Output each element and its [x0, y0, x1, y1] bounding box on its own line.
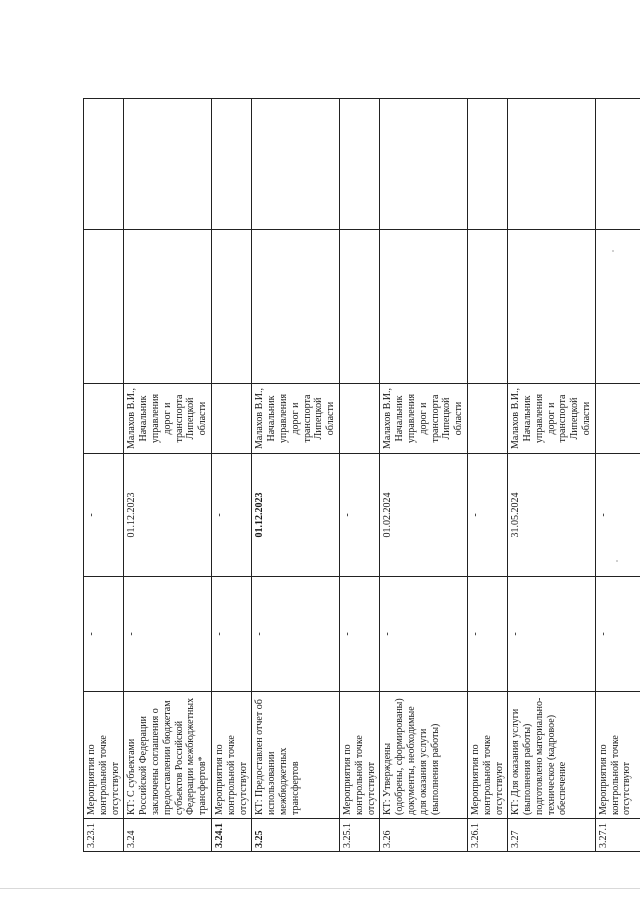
- table-row: [339, 99, 379, 852]
- table-row: [211, 99, 251, 852]
- row-responsible: [467, 384, 507, 454]
- row-date: 01.02.2024: [380, 454, 468, 577]
- row-extra2: [380, 99, 468, 230]
- row-col3: -: [252, 577, 340, 692]
- row-extra1: [595, 230, 640, 384]
- row-date: 01.12.2023: [124, 454, 212, 577]
- row-col3: -: [84, 577, 124, 692]
- row-date: -: [339, 454, 379, 577]
- row-col3: -: [508, 577, 596, 692]
- row-col3: -: [124, 577, 212, 692]
- row-col3: -: [339, 577, 379, 692]
- row-name: Мероприятия по контрольной точке отсутствуют: [339, 692, 379, 819]
- row-extra2: [508, 99, 596, 230]
- row-responsible: Малахов В.И., Начальник управления дорог и транспорта Липецкой области: [508, 384, 596, 454]
- row-extra1: [124, 230, 212, 384]
- table-row: [252, 99, 340, 852]
- row-extra2: [211, 99, 251, 230]
- row-responsible: Малахов В.И., Начальник управления дорог и транспорта Липецкой области: [252, 384, 340, 454]
- row-responsible: [595, 384, 640, 454]
- row-extra1: [339, 230, 379, 384]
- row-number: 3.24.1: [211, 819, 251, 852]
- row-number: 3.26: [380, 819, 468, 852]
- row-name: Мероприятия по контрольной точке отсутствуют: [211, 692, 251, 819]
- row-responsible: [84, 384, 124, 454]
- table-row: [467, 99, 507, 852]
- row-date: -: [211, 454, 251, 577]
- row-extra1: [508, 230, 596, 384]
- row-extra1: [84, 230, 124, 384]
- row-date: 31.05.2024: [508, 454, 596, 577]
- row-name: КТ: Утверждены (одобрены, сформированы) документы, необходимые для оказания услуги (выполнения работы): [380, 692, 468, 819]
- table-row: [508, 99, 596, 852]
- row-responsible: [339, 384, 379, 454]
- scan-artifact-dot: [616, 560, 618, 562]
- row-extra1: [252, 230, 340, 384]
- row-extra2: [124, 99, 212, 230]
- row-date: -: [595, 454, 640, 577]
- control-points-table: [83, 98, 640, 852]
- row-number: 3.27.1: [595, 819, 640, 852]
- row-extra2: [339, 99, 379, 230]
- row-date: -: [467, 454, 507, 577]
- row-name: КТ: Для оказания услуги (выполнения работы) подготовлено материально-техническое (кадровое) обеспечение: [508, 692, 596, 819]
- row-date: 01.12.2023: [252, 454, 340, 577]
- row-extra2: [84, 99, 124, 230]
- row-extra1: [211, 230, 251, 384]
- row-extra2: [595, 99, 640, 230]
- row-number: 3.25: [252, 819, 340, 852]
- row-name: Мероприятия по контрольной точке отсутствуют: [84, 692, 124, 819]
- scan-artifact-dot: [612, 250, 614, 252]
- table-row: [124, 99, 212, 852]
- row-name: КТ: Предоставлен отчет об использовании межбюджетных трансфертов: [252, 692, 340, 819]
- row-responsible: Малахов В.И., Начальник управления дорог и транспорта Липецкой области: [380, 384, 468, 454]
- row-name: Мероприятия по контрольной точке отсутствуют: [595, 692, 640, 819]
- row-name: КТ: С субъектами Российской Федерации заключены соглашения о предоставлении бюджетам субъектов Российской Федерации межбюджетных трансфертов*: [124, 692, 212, 819]
- table-row: [380, 99, 468, 852]
- row-col3: -: [380, 577, 468, 692]
- row-number: 3.26.1: [467, 819, 507, 852]
- scan-artifact-line: [0, 888, 640, 889]
- row-extra1: [467, 230, 507, 384]
- row-responsible: Малахов В.И., Начальник управления дорог и транспорта Липецкой области: [124, 384, 212, 454]
- row-number: 3.27: [508, 819, 596, 852]
- row-col3: -: [595, 577, 640, 692]
- row-number: 3.24: [124, 819, 212, 852]
- table-row: [84, 99, 124, 852]
- row-responsible: [211, 384, 251, 454]
- row-date: -: [84, 454, 124, 577]
- row-col3: -: [211, 577, 251, 692]
- rotated-table-container: [83, 99, 633, 852]
- row-number: 3.25.1: [339, 819, 379, 852]
- row-number: 3.23.1: [84, 819, 124, 852]
- row-extra2: [467, 99, 507, 230]
- table-row: [595, 99, 640, 852]
- row-extra1: [380, 230, 468, 384]
- row-col3: -: [467, 577, 507, 692]
- row-extra2: [252, 99, 340, 230]
- row-name: Мероприятия по контрольной точке отсутствуют: [467, 692, 507, 819]
